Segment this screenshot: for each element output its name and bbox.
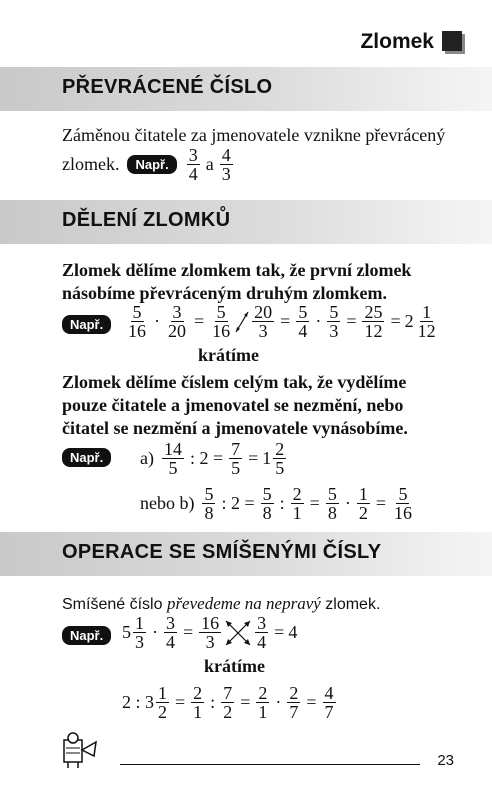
denominator: 4 [166,632,175,652]
math-term: 4 [288,622,298,642]
numerator: 5 [262,484,272,504]
mixed-intro [62,592,380,616]
denominator: 7 [289,702,299,722]
fraction [416,303,438,340]
math-operator: = [346,311,357,331]
numerator: 16 [201,613,220,633]
math-operator: = [175,692,186,712]
denominator: 8 [204,503,214,523]
numerator: 2 [289,683,299,703]
numerator: 2 [292,484,302,504]
math-operator: · [154,311,160,331]
denominator: 3 [205,632,215,652]
math-term: nebo b) [140,493,195,513]
numerator: 3 [188,145,198,165]
denominator: 5 [275,458,285,478]
fraction [199,614,221,651]
numerator: 5 [327,484,337,504]
division-rule1-line2: násobíme převráceným druhým zlomkem. [62,283,387,303]
section-title-reciprocal: PŘEVRÁCENÉ ČÍSLO [62,76,273,98]
math-operator: = [390,311,401,331]
fraction [362,303,384,340]
fraction [357,485,370,522]
example-badge: Např. [62,448,111,467]
fraction [261,485,274,522]
numerator: 14 [163,439,182,459]
footer-rule [120,764,420,765]
numerator: 5 [329,302,339,322]
cancel-label: krátíme [198,345,259,365]
denominator: 1 [292,503,302,523]
text-fragment: převedeme na nepravý [166,594,321,613]
numerator: 3 [172,302,182,322]
denominator: 16 [128,321,146,341]
denominator: 8 [262,503,272,523]
fraction [202,485,215,522]
numerator: 20 [254,302,273,322]
denominator: 12 [417,321,436,341]
denominator: 16 [212,321,231,341]
section-title-division: DĚLENÍ ZLOMKŮ [62,209,231,231]
denominator: 2 [223,702,233,722]
numerator: 1 [358,484,368,504]
numerator: 5 [216,302,226,322]
fraction [221,684,234,721]
math-operator: : [279,493,285,513]
numerator: 5 [298,302,308,322]
mixed-example2 [122,684,338,721]
fraction [133,614,146,651]
denominator: 7 [324,702,334,722]
denominator: 3 [135,632,144,652]
math-operator: · [275,692,282,712]
cancel-label: krátíme [204,656,265,676]
numerator: 5 [204,484,214,504]
math-operator: = [248,448,259,468]
fraction [255,614,268,651]
numerator: 3 [166,613,175,633]
mixed-example1 [122,614,297,651]
math-operator: : 2 = [189,448,224,468]
numerator: 7 [223,683,233,703]
division-rule2-line2: pouze čitatele a jmenovatel se nezmění, nebo [62,395,404,415]
page-number: 23 [437,752,454,769]
denominator: 4 [188,164,198,184]
math-operator: · [152,622,158,642]
fraction [191,684,204,721]
denominator: 1 [258,702,268,722]
math-operator: · [344,493,351,513]
text-fragment: zlomek. [320,596,381,613]
numerator: 5 [398,484,408,504]
math-operator: = [194,311,205,331]
section-band-division [0,200,492,244]
conjunction: a [205,154,214,174]
denominator: 12 [364,321,383,341]
numerator: 5 [132,302,142,322]
numerator: 2 [258,683,268,703]
fraction [273,440,286,477]
numerator: 3 [257,613,267,633]
division-rule2-line3: čitatel se nezmění a jmenovatele vynásobíme. [62,418,408,438]
denominator: 16 [393,503,412,523]
division-rule2-line1: Zlomek dělíme číslem celým tak, že vydělíme [62,372,407,392]
math-operator: = [280,311,291,331]
denominator: 1 [193,702,203,722]
division-example2b [140,485,416,522]
math-operator: = [240,692,251,712]
text-fragment: Smíšené číslo [62,596,167,613]
math-term: 1 [262,448,272,468]
fraction [162,440,184,477]
numerator: 1 [422,302,432,322]
fraction [323,684,336,721]
denominator: 3 [258,321,268,341]
denominator: 5 [168,458,178,478]
math-operator: : 2 = [221,493,255,513]
reciprocal-text-line2: zlomek. [62,154,120,174]
math-operator: · [315,311,322,331]
reciprocal-text-line1: Záměnou čitatele za jmenovatele vznikne převrácený [62,125,446,145]
chapter-title: Zlomek [360,30,434,53]
example-badge: Např. [127,155,176,174]
numerator: 1 [158,683,168,703]
fraction [210,303,232,340]
fraction [326,485,339,522]
division-rule1-line1: Zlomek dělíme zlomkem tak, že první zlomek [62,260,412,280]
numerator: 7 [231,439,241,459]
cross-cancel-icon [223,618,253,648]
denominator: 2 [358,503,368,523]
section-band-mixed [0,532,492,576]
math-operator: = [309,493,320,513]
fraction [229,440,242,477]
fraction [327,303,340,340]
fraction [291,485,304,522]
denominator: 4 [257,632,267,652]
mascot-logo-icon [60,730,100,770]
math-operator: : [210,692,216,712]
section-band-reciprocal [0,67,492,111]
denominator: 20 [168,321,186,341]
math-operator: = [306,692,317,712]
math-term: 2 : 3 [122,692,155,712]
fraction [166,303,188,340]
fraction [296,303,309,340]
math-term: 2 [404,311,414,331]
math-term: a) [140,448,154,468]
fraction [252,303,274,340]
denominator: 8 [327,503,337,523]
chapter-square-icon [442,31,462,51]
section-title-mixed: OPERACE SE SMÍŠENÝMI ČÍSLY [62,541,382,563]
example-badge: Např. [62,626,111,645]
fraction [392,485,414,522]
fraction [126,303,148,340]
math-operator: = [274,622,285,642]
numerator: 2 [193,683,203,703]
math-operator: = [375,493,386,513]
fraction [187,146,200,183]
division-example1 [124,303,440,340]
numerator: 4 [324,683,334,703]
fraction [287,684,300,721]
division-example2a [140,440,288,477]
numerator: 2 [275,439,285,459]
math-term: 5 [122,622,131,642]
fraction [156,684,169,721]
denominator: 5 [231,458,241,478]
denominator: 3 [221,164,231,184]
numerator: 4 [221,145,231,165]
denominator: 4 [298,321,308,341]
fraction [220,146,233,183]
denominator: 3 [329,321,339,341]
numerator: 25 [364,302,383,322]
reciprocal-example [62,146,235,183]
math-operator: = [183,622,194,642]
numerator: 1 [135,613,144,633]
fraction [164,614,177,651]
fraction [256,684,269,721]
denominator: 2 [158,702,168,722]
cross-cancel-arrow-icon [234,310,250,334]
example-badge: Např. [62,315,111,334]
